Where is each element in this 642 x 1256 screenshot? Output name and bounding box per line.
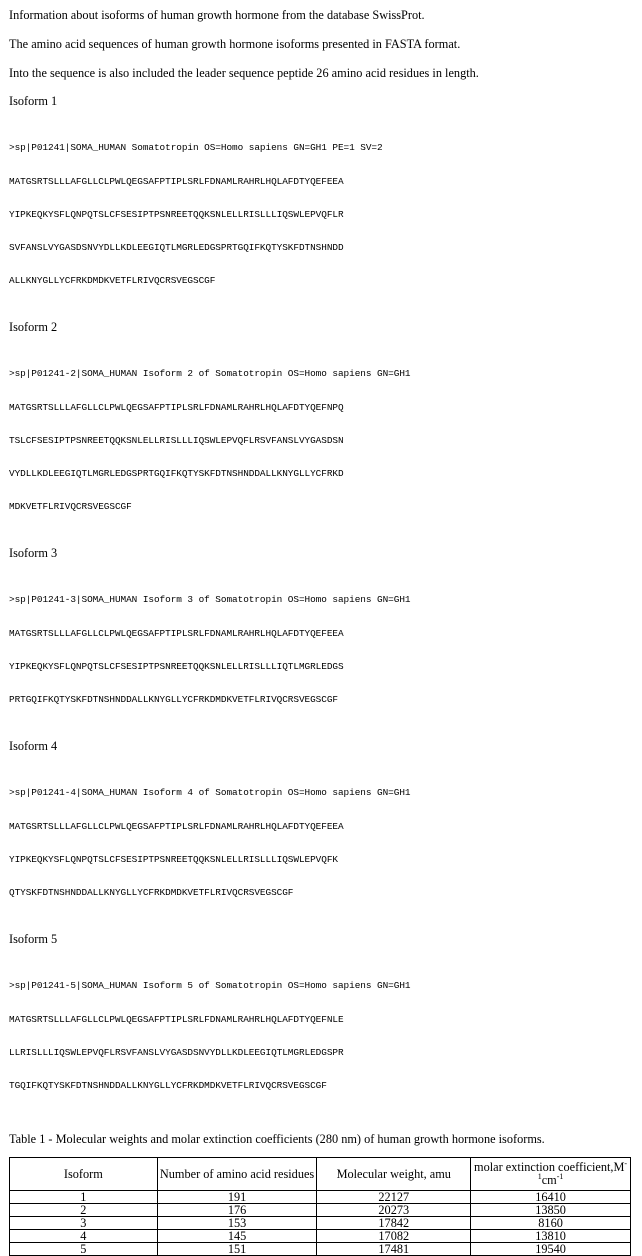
table-row [10,1217,631,1230]
isoform-title: Isoform 5 [9,932,58,946]
cell-residues: 176 [157,1204,317,1217]
sequence-line: YIPKEQKYSFLQNPQTSLCFSESIPTPSNREETQQKSNLELLRISLLLIQTLMGRLEDGS [9,661,344,672]
fasta-header: >sp|P01241-2|SOMA_HUMAN Isoform 2 of Somatotropin OS=Homo sapiens GN=GH1 [9,368,411,379]
fasta-sequence [9,765,635,920]
cell-isoform: 5 [10,1243,158,1256]
sequence-line: MATGSRTSLLLAFGLLCLPWLQEGSAFPTIPLSRLFDNAMLRAHRLHQLAFDTYQEFEEA [9,821,344,832]
intro-line-2: The amino acid sequences of human growth hormone isoforms presented in FASTA format. [9,37,461,51]
fasta-sequence [9,120,635,308]
sequence-line: MDKVETFLRIVQCRSVEGSCGF [9,501,132,512]
sequence-line: ALLKNYGLLYCFRKDMDKVETFLRIVQCRSVEGSCGF [9,275,216,286]
fasta-header: >sp|P01241-5|SOMA_HUMAN Isoform 5 of Somatotropin OS=Homo sapiens GN=GH1 [9,980,411,991]
cell-isoform: 4 [10,1230,158,1243]
isoform-title: Isoform 4 [9,739,58,753]
cell-weight: 20273 [317,1204,471,1217]
extinction-label: molar extinction coefficient,M [474,1160,625,1174]
cell-isoform: 3 [10,1217,158,1230]
isoform-title: Isoform 1 [9,94,58,108]
cell-residues: 153 [157,1217,317,1230]
cell-isoform: 2 [10,1204,158,1217]
extinction-exponent: -1 [537,1158,628,1181]
cell-extinction: 16410 [471,1191,631,1204]
sequence-line: YIPKEQKYSFLQNPQTSLCFSESIPTPSNREETQQKSNLELLRISLLLIQSWLEPVQFK [9,854,338,865]
isoform-section-2 [9,320,635,534]
header-extinction-coefficient [471,1158,631,1191]
fasta-sequence [9,346,635,534]
sequence-line: YIPKEQKYSFLQNPQTSLCFSESIPTPSNREETQQKSNLELLRISLLLIQSWLEPVQFLR [9,209,344,220]
cell-extinction: 13810 [471,1230,631,1243]
fasta-header: >sp|P01241-4|SOMA_HUMAN Isoform 4 of Somatotropin OS=Homo sapiens GN=GH1 [9,787,411,798]
isoform-section-5 [9,932,635,1113]
extinction-exponent: -1 [556,1171,564,1181]
table-row [10,1230,631,1243]
isoform-section-1 [9,94,635,308]
cell-residues: 145 [157,1230,317,1243]
sequence-line: TGQIFKQTYSKFDTNSHNDDALLKNYGLLYCFRKDMDKVETFLRIVQCRSVEGSCGF [9,1080,327,1091]
cell-extinction: 8160 [471,1217,631,1230]
fasta-header: >sp|P01241|SOMA_HUMAN Somatotropin OS=Homo sapiens GN=GH1 PE=1 SV=2 [9,142,383,153]
cell-weight: 17481 [317,1243,471,1256]
cell-weight: 22127 [317,1191,471,1204]
sequence-line: VYDLLKDLEEGIQTLMGRLEDGSPRTGQIFKQTYSKFDTNSHNDDALLKNYGLLYCFRKD [9,468,344,479]
intro-line-3: Into the sequence is also included the leader sequence peptide 26 amino acid residues in length. [9,66,479,80]
fasta-sequence [9,572,635,727]
header-isoform: Isoform [10,1158,158,1191]
sequence-line: QTYSKFDTNSHNDDALLKNYGLLYCFRKDMDKVETFLRIVQCRSVEGSCGF [9,887,294,898]
sequence-line: SVFANSLVYGASDSNVYDLLKDLEEGIQTLMGRLEDGSPRTGQIFKQTYSKFDTNSHNDD [9,242,344,253]
sequence-line: TSLCFSESIPTPSNREETQQKSNLELLRISLLLIQSWLEPVQFLRSVFANSLVYGASDSN [9,435,344,446]
document-page [9,8,635,1256]
cell-extinction: 13850 [471,1204,631,1217]
cell-isoform: 1 [10,1191,158,1204]
sequence-line: MATGSRTSLLLAFGLLCLPWLQEGSAFPTIPLSRLFDNAMLRAHRLHQLAFDTYQEFEEA [9,176,344,187]
header-residues: Number of amino acid residues [157,1158,317,1191]
fasta-header: >sp|P01241-3|SOMA_HUMAN Isoform 3 of Somatotropin OS=Homo sapiens GN=GH1 [9,594,411,605]
header-molecular-weight: Molecular weight, amu [317,1158,471,1191]
table-header-row [10,1158,631,1191]
table-caption: Table 1 - Molecular weights and molar extinction coefficients (280 nm) of human growth hormone isoforms. [9,1132,545,1146]
sequence-line: MATGSRTSLLLAFGLLCLPWLQEGSAFPTIPLSRLFDNAMLRAHRLHQLAFDTYQEFNPQ [9,402,344,413]
table-row [10,1204,631,1217]
intro-line-1: Information about isoforms of human growth hormone from the database SwissProt. [9,8,425,22]
cell-weight: 17082 [317,1230,471,1243]
table-row [10,1191,631,1204]
cell-extinction: 19540 [471,1243,631,1256]
cell-weight: 17842 [317,1217,471,1230]
cell-residues: 151 [157,1243,317,1256]
sequence-line: MATGSRTSLLLAFGLLCLPWLQEGSAFPTIPLSRLFDNAMLRAHRLHQLAFDTYQEFEEA [9,628,344,639]
sequence-line: MATGSRTSLLLAFGLLCLPWLQEGSAFPTIPLSRLFDNAMLRAHRLHQLAFDTYQEFNLE [9,1014,344,1025]
isoform-section-4 [9,739,635,920]
fasta-sequence [9,958,635,1113]
isoform-title: Isoform 3 [9,546,58,560]
sequence-line: PRTGQIFKQTYSKFDTNSHNDDALLKNYGLLYCFRKDMDKVETFLRIVQCRSVEGSCGF [9,694,338,705]
extinction-unit: cm [541,1173,557,1187]
isoform-section-3 [9,546,635,727]
isoform-properties-table [9,1157,631,1256]
sequence-line: LLRISLLLIQSWLEPVQFLRSVFANSLVYGASDSNVYDLLKDLEEGIQTLMGRLEDGSPR [9,1047,344,1058]
table-row [10,1243,631,1256]
isoform-title: Isoform 2 [9,320,58,334]
cell-residues: 191 [157,1191,317,1204]
